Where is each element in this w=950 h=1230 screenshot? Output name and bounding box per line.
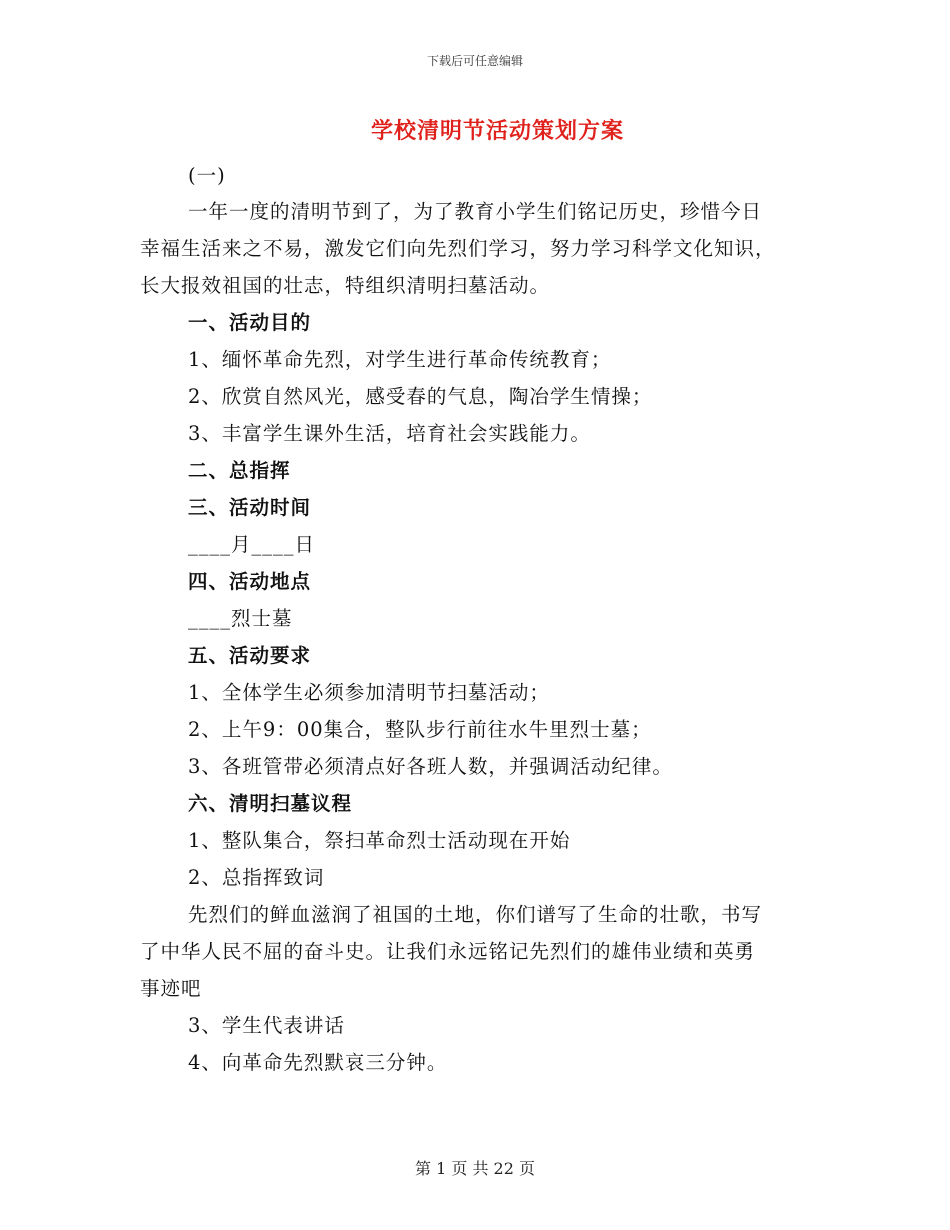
intro-line: 长大报效祖国的壮志，特组织清明扫墓活动。: [140, 274, 551, 297]
heading-commander: 二、总指挥: [188, 459, 291, 482]
heading-purpose: 一、活动目的: [188, 311, 312, 334]
section-one-label: (一): [188, 164, 226, 187]
requirement-item: 1、全体学生必须参加清明节扫墓活动；: [188, 681, 550, 704]
heading-time: 三、活动时间: [188, 496, 312, 519]
intro-line: 幸福生活来之不易，激发它们向先烈们学习，努力学习科学文化知识，: [140, 237, 776, 260]
place-value: ____烈士墓: [188, 607, 293, 630]
agenda-item: 4、向革命先烈默哀三分钟。: [188, 1051, 448, 1074]
agenda-item: 1、整队集合，祭扫革命烈士活动现在开始: [188, 829, 571, 852]
agenda-item: 2、总指挥致词: [188, 866, 325, 889]
heading-agenda: 六、清明扫墓议程: [188, 792, 353, 815]
intro-line: 一年一度的清明节到了，为了教育小学生们铭记历史，珍惜今日: [188, 200, 763, 223]
time-value: ____月____日: [188, 533, 316, 556]
purpose-item: 1、缅怀革命先烈，对学生进行革命传统教育；: [188, 348, 612, 371]
speech-line: 了中华人民不屈的奋斗史。让我们永远铭记先烈们的雄伟业绩和英勇: [140, 940, 756, 963]
purpose-item: 2、欣赏自然风光，感受春的气息，陶冶学生情操；: [188, 385, 653, 408]
speech-line: 事迹吧: [140, 977, 202, 1000]
requirement-item: 3、各班管带必须清点好各班人数，并强调活动纪律。: [188, 755, 673, 778]
requirement-item: 2、上午9：00集合，整队步行前往水牛里烈士墓；: [188, 718, 652, 741]
heading-place: 四、活动地点: [188, 570, 312, 593]
speech-line: 先烈们的鲜血滋润了祖国的土地，你们谱写了生命的壮歌，书写: [188, 903, 763, 926]
document-title: 学校清明节活动策划方案: [370, 118, 624, 144]
header-note: 下载后可任意编辑: [426, 54, 523, 68]
page-footer: 第 1 页 共 22 页: [415, 1159, 535, 1178]
purpose-item: 3、丰富学生课外生活，培育社会实践能力。: [188, 422, 591, 445]
agenda-item: 3、学生代表讲话: [188, 1014, 345, 1037]
heading-requirements: 五、活动要求: [188, 644, 312, 667]
